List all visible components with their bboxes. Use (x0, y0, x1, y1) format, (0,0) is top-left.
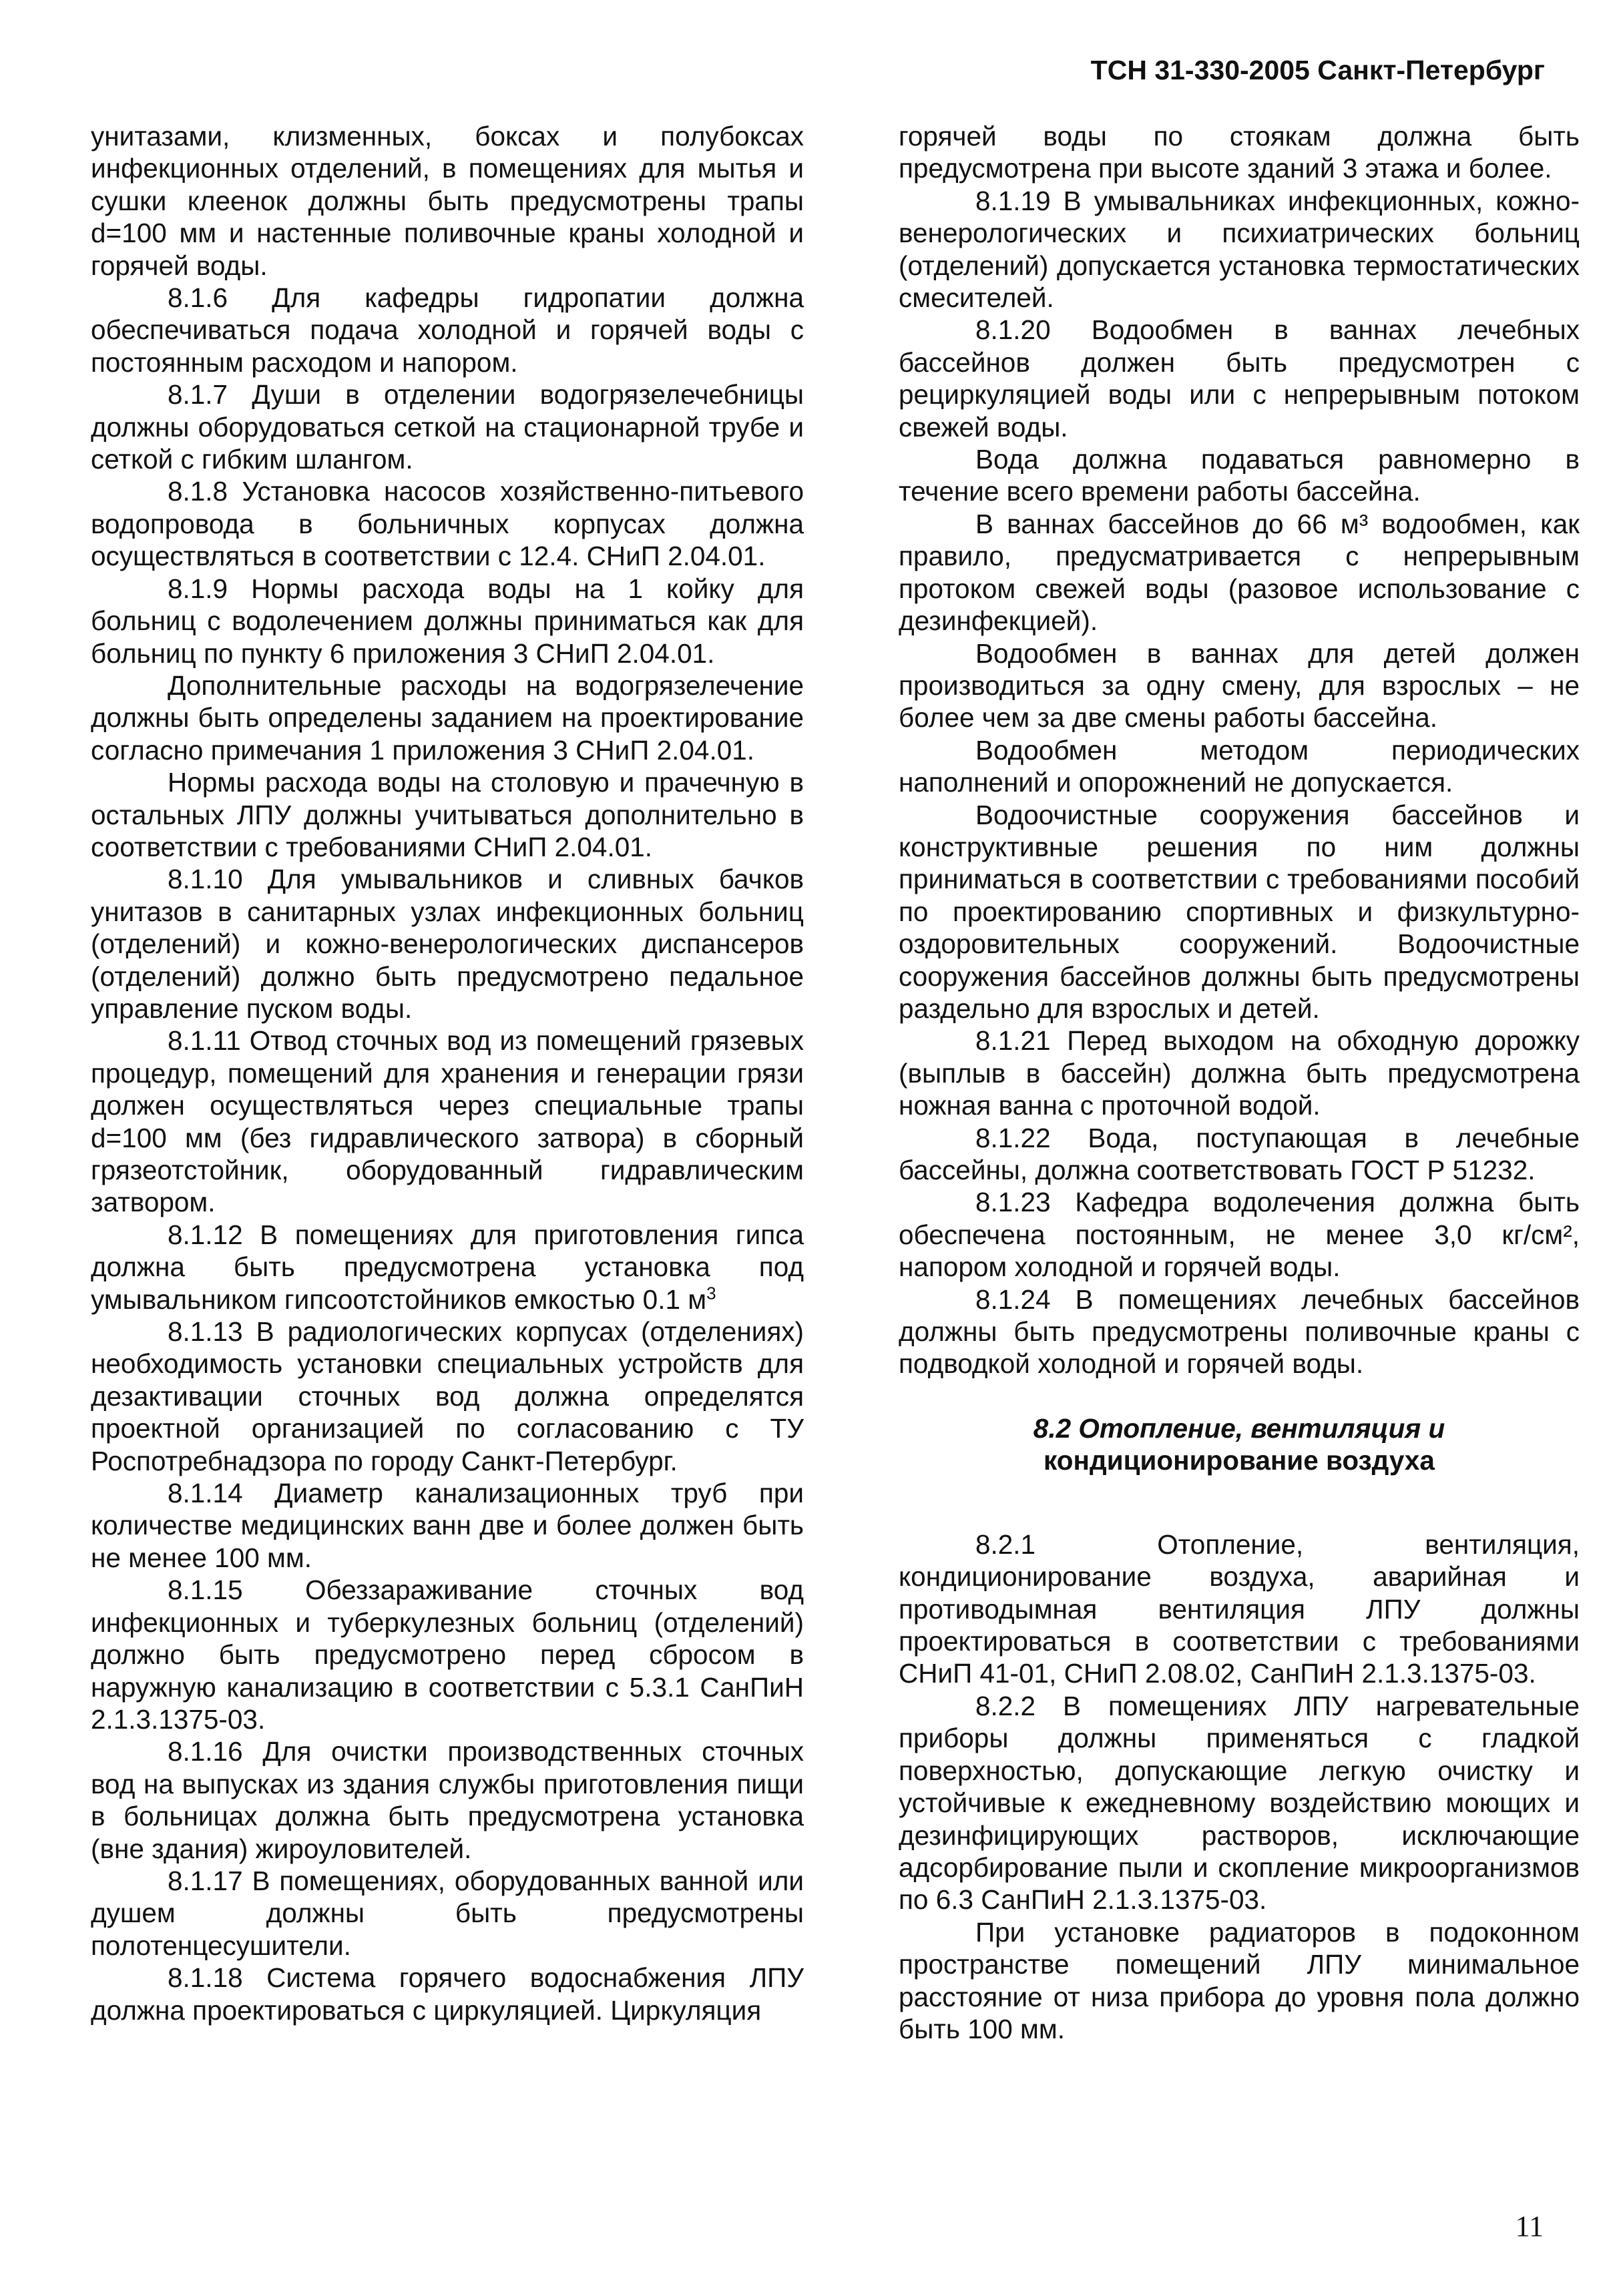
paragraph-8-1-22: 8.1.22 Вода, поступающая в лечебные бассейны, должна соответствовать ГОСТ Р 51232. (899, 1122, 1580, 1185)
paragraph: Водообмен в ваннах для детей должен производиться за одну смену, для взрослых – не более чем за две смены работы бассейна. (899, 637, 1580, 734)
paragraph: горячей воды по стоякам должна быть предусмотрена при высоте зданий 3 этажа и более. (899, 121, 1580, 184)
paragraph-8-1-11: 8.1.11 Отвод сточных вод из помещений грязевых процедур, помещений для хранения и генерации грязи должен осуществляться через специальные трапы d=100 мм (без гидравлического затвора) в сборный грязеотстойник, оборудованный гидравлическим затвором. (91, 1025, 804, 1218)
left-column (91, 120, 804, 2026)
paragraph-8-1-13: 8.1.13 В радиологических корпусах (отделениях) необходимость установки специальных устройств для дезактивации сточных вод должна определятся проектной организацией по согласованию с ТУ Роспотребнадзора по городу Санкт-Петербург. (91, 1316, 804, 1476)
paragraph-8-1-10: 8.1.10 Для умывальников и сливных бачков унитазов в санитарных узлах инфекционных больниц (отделений) и кожно-венерологических диспансеров (отделений) должно быть предусмотрено педальное управление пуском воды. (91, 864, 804, 1024)
paragraph: В ваннах бассейнов до 66 м³ водообмен, как правило, предусматривается с непрерывным протоком свежей воды (разовое использование с дезинфекцией). (899, 508, 1580, 637)
paragraph-8-1-23: 8.1.23 Кафедра водолечения должна быть обеспечена постоянным, не менее 3,0 кг/см², напором холодной и горячей воды. (899, 1187, 1580, 1283)
paragraph: При установке радиаторов в подоконном пространстве помещений ЛПУ минимальное расстояние от низа прибора до уровня пола должно быть 100 мм. (899, 1916, 1580, 2044)
paragraph: Нормы расхода воды на столовую и прачечную в остальных ЛПУ должны учитываться дополнительно в соответствии с требованиями СНиП 2.04.01. (91, 767, 804, 862)
paragraph-8-1-9: 8.1.9 Нормы расхода воды на 1 койку для больниц с водолечением должны приниматься как для больниц по пункту 6 приложения 3 СНиП 2.04.01. (91, 573, 804, 669)
paragraph: Вода должна подаваться равномерно в течение всего времени работы бассейна. (899, 444, 1580, 507)
paragraph-8-1-14: 8.1.14 Диаметр канализационных труб при количестве медицинских ванн две и более должен быть не менее 100 мм. (91, 1478, 804, 1573)
paragraph: Водообмен методом периодических наполнений и опорожнений не допускается. (899, 734, 1580, 798)
paragraph-8-1-20: 8.1.20 Водообмен в ваннах лечебных бассейнов должен быть предусмотрен с рециркуляцией воды или с непрерывным потоком свежей воды. (899, 314, 1580, 443)
paragraph-8-1-19: 8.1.19 В умывальниках инфекционных, кожно-венерологических и психиатрических больниц (отделений) допускается установка термостатических смесителей. (899, 185, 1580, 314)
paragraph-8-2-2: 8.2.2 В помещениях ЛПУ нагревательные приборы должны применяться с гладкой поверхностью, допускающие легкую очистку и устойчивые к ежедневному воздействию моющих и дезинфицирующих растворов, исключающие адсорбирование пыли и скопление микроорганизмов по 6.3 СанПиН 2.1.3.1375-03. (899, 1690, 1580, 1916)
paragraph-8-1-21: 8.1.21 Перед выходом на обходную дорожку (выплыв в бассейн) должна быть предусмотрена ножная ванна с проточной водой. (899, 1025, 1580, 1121)
section-title-line: 8.2 Отопление, вентиляция и (1033, 1412, 1445, 1444)
paragraph-text: 8.1.12 В помещениях для приготовления гипса должна быть предусмотрена установка под умывальником гипсоотстойников емкостью 0.1 м (91, 1219, 804, 1315)
paragraph-8-2-1: 8.2.1 Отопление, вентиляция, кондиционирование воздуха, аварийная и противодымная вентиляция ЛПУ должны проектироваться в соответствии с требованиями СНиП 41-01, СНиП 2.08.02, СанПиН 2.1.3.1375-03. (899, 1528, 1580, 1689)
running-header: ТСН 31-330-2005 Санкт-Петербург (1090, 55, 1545, 85)
section-heading (899, 1412, 1580, 1476)
superscript: 3 (706, 1283, 716, 1304)
right-column (899, 120, 1580, 2045)
paragraph-8-1-24: 8.1.24 В помещениях лечебных бассейнов должны быть предусмотрены поливочные краны с подводкой холодной и горячей воды. (899, 1283, 1580, 1380)
paragraph-8-1-15: 8.1.15 Обеззараживание сточных вод инфекционных и туберкулезных больниц (отделений) должно быть предусмотрено перед сбросом в наружную канализацию в соответствии с 5.3.1 СанПиН 2.1.3.1375-03. (91, 1574, 804, 1735)
paragraph-8-1-16: 8.1.16 Для очистки производственных сточных вод на выпусках из здания службы приготовления пищи в больницах должна быть предусмотрена установка (вне здания) жироуловителей. (91, 1736, 804, 1864)
section-title-line: кондиционирование воздуха (1044, 1444, 1435, 1476)
paragraph: Дополнительные расходы на водогрязелечение должны быть определены заданием на проектирование согласно примечания 1 приложения 3 СНиП 2.04.01. (91, 669, 804, 766)
paragraph-8-1-7: 8.1.7 Души в отделении водогрязелечебницы должны оборудоваться сеткой на стационарной трубе и сеткой с гибким шлангом. (91, 379, 804, 475)
paragraph: унитазами, клизменных, боксах и полубоксах инфекционных отделений, в помещениях для мытья и сушки клеенок должны быть предусмотрены трапы d=100 мм и настенные поливочные краны холодной и горячей воды. (91, 121, 804, 281)
paragraph-8-1-12 (91, 1219, 804, 1316)
paragraph-8-1-6: 8.1.6 Для кафедры гидропатии должна обеспечиваться подача холодной и горячей воды с постоянным расходом и напором. (91, 282, 804, 378)
paragraph-8-1-17: 8.1.17 В помещениях, оборудованных ванной или душем должны быть предусмотрены полотенцесушители. (91, 1865, 804, 1961)
paragraph: Водоочистные сооружения бассейнов и конструктивные решения по ним должны приниматься в соответствии с требованиями пособий по проектированию спортивных и физкультурно-оздоровительных сооружений. Водоочистные сооружения бассейнов должны быть предусмотрены раздельно для взрослых и детей. (899, 799, 1580, 1024)
paragraph-8-1-18: 8.1.18 Система горячего водоснабжения ЛПУ должна проектироваться с циркуляцией. Циркуляция (91, 1962, 804, 2026)
paragraph-8-1-8: 8.1.8 Установка насосов хозяйственно-питьевого водопровода в больничных корпусах должна осуществляться в соответствии с 12.4. СНиП 2.04.01. (91, 476, 804, 572)
page-number: 11 (1515, 2210, 1544, 2243)
